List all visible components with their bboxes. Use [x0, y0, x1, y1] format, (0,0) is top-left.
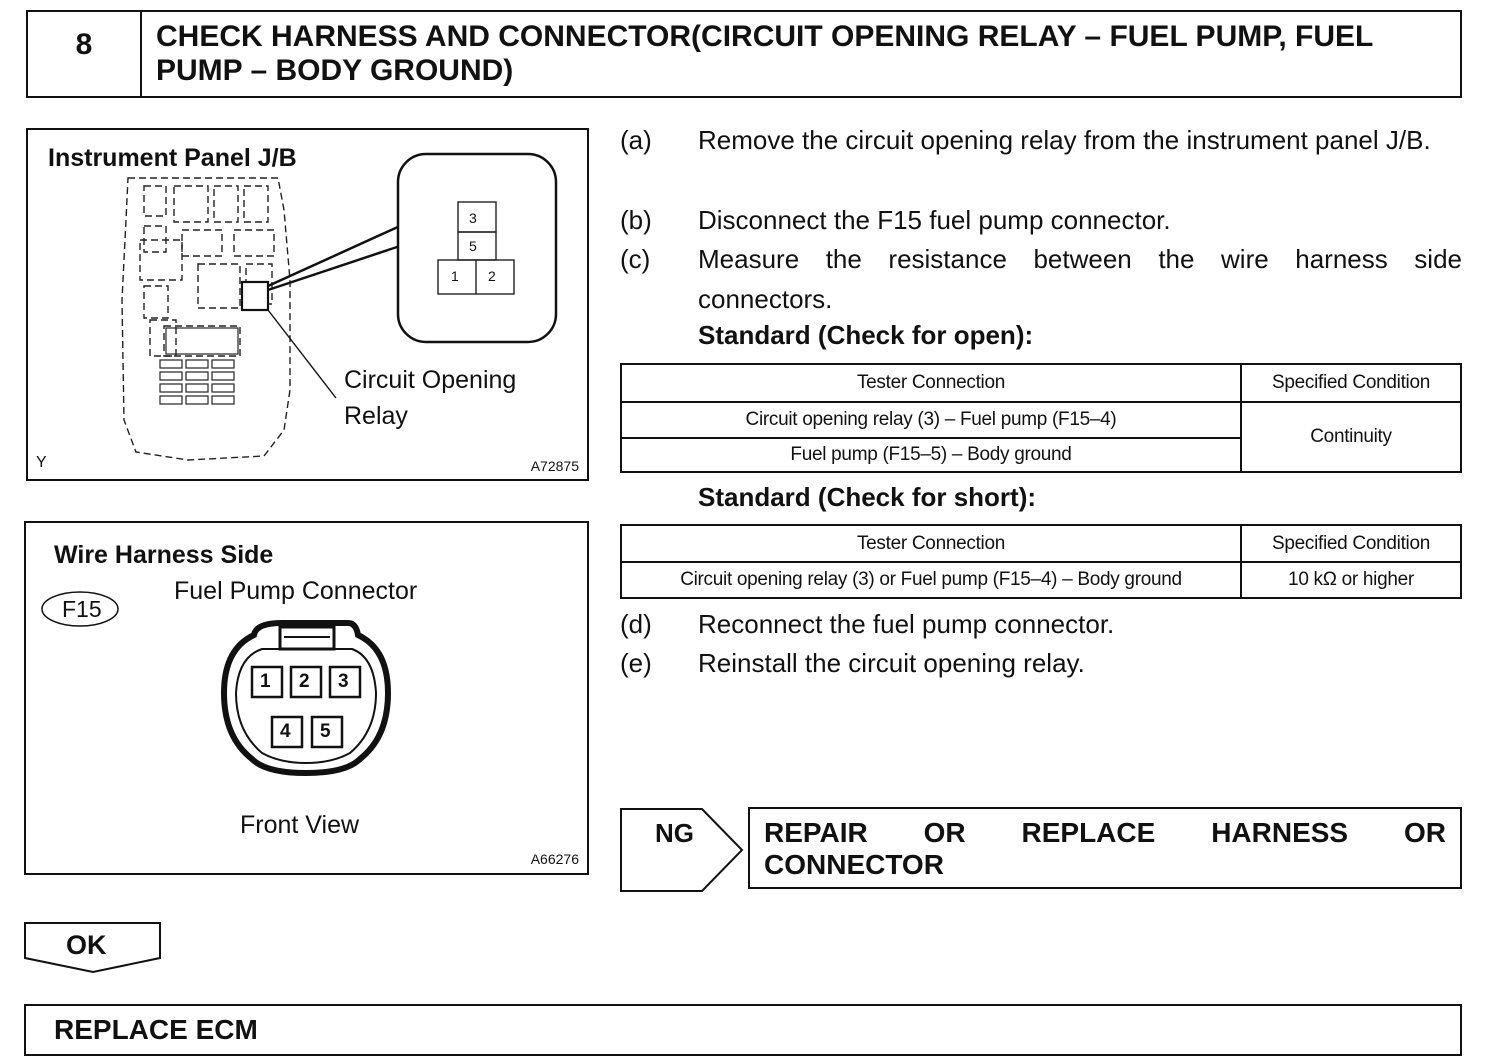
open-condition: Continuity: [1241, 402, 1461, 472]
step-d-text: Reconnect the fuel pump connector.: [698, 609, 1115, 639]
short-col-connection: Tester Connection: [621, 525, 1241, 562]
pin-2: 2: [299, 671, 310, 692]
relay-zoom-bubble: [398, 154, 556, 342]
connector-name: Fuel Pump Connector: [174, 577, 418, 605]
step-number: 8: [28, 12, 142, 96]
figure-instrument-panel-jb: [26, 128, 589, 481]
step-b-text: Disconnect the F15 fuel pump connector.: [698, 205, 1171, 235]
relay-terminal-3: 3: [469, 210, 477, 226]
step-a: [620, 120, 1462, 200]
step-d: [620, 604, 1462, 644]
ng-line2: CONNECTOR: [764, 849, 944, 880]
replace-ecm-label: REPLACE ECM: [54, 1014, 258, 1045]
pin-1: 1: [260, 671, 271, 692]
front-view-label: Front View: [240, 811, 360, 839]
relay-slot: [242, 282, 268, 310]
step-b: [620, 200, 1462, 240]
replace-ecm-box: [24, 1004, 1462, 1056]
ok-label: OK: [66, 930, 107, 960]
relay-terminal-1: 1: [451, 268, 459, 284]
open-col-condition: Specified Condition: [1241, 364, 1461, 402]
standard-open-table: [620, 363, 1462, 473]
relay-terminal-5: 5: [469, 238, 477, 254]
relay-terminal-2: 2: [488, 268, 496, 284]
ng-word-2: OR: [923, 817, 966, 848]
figure-wire-harness-side: [24, 521, 589, 875]
ng-result-text: [764, 817, 1446, 881]
step-c: [620, 239, 1462, 319]
ng-label: NG: [655, 818, 694, 848]
ng-word-5: OR: [1404, 817, 1446, 848]
ng-word-3: REPLACE: [1021, 817, 1156, 848]
figure1-title: Instrument Panel J/B: [48, 144, 297, 172]
connector-id: F15: [62, 596, 102, 622]
standard-short-table: [620, 524, 1462, 599]
ng-word-1: REPAIR: [764, 817, 868, 848]
standard-short-heading: Standard (Check for short):: [698, 482, 1037, 512]
figure2-code: A66276: [530, 851, 579, 867]
short-row1-connection: Circuit opening relay (3) or Fuel pump (F15–4) – Body ground: [621, 562, 1241, 598]
ng-word-4: HARNESS: [1211, 817, 1349, 848]
step-a-letter: (a): [620, 125, 652, 155]
step-title: CHECK HARNESS AND CONNECTOR(CIRCUIT OPENING RELAY – FUEL PUMP, FUEL PUMP – BODY GROUND): [156, 20, 1373, 87]
short-condition: 10 kΩ or higher: [1241, 562, 1461, 598]
junction-block-diagram: [28, 130, 587, 479]
callout-line1: Circuit Opening: [344, 366, 517, 394]
step-b-letter: (b): [620, 205, 652, 235]
step-c-text: Measure the resistance between the wire harness side connectors.: [698, 244, 1462, 314]
figure1-corner-letter: Y: [36, 454, 47, 471]
open-row1-connection: Circuit opening relay (3) – Fuel pump (F15–4): [621, 402, 1241, 438]
step-header: [26, 10, 1462, 98]
figure2-title: Wire Harness Side: [54, 541, 274, 569]
step-d-letter: (d): [620, 609, 652, 639]
step-e: [620, 643, 1462, 683]
step-c-letter: (c): [620, 244, 651, 274]
figure1-code: A72875: [530, 458, 579, 474]
pin-4: 4: [280, 721, 291, 742]
standard-open-heading: Standard (Check for open):: [698, 320, 1034, 350]
short-col-condition: Specified Condition: [1241, 525, 1461, 562]
pin-5: 5: [320, 721, 331, 742]
step-e-letter: (e): [620, 648, 652, 678]
open-row2-connection: Fuel pump (F15–5) – Body ground: [621, 438, 1241, 472]
step-e-text: Reinstall the circuit opening relay.: [698, 648, 1085, 678]
pin-3: 3: [338, 671, 349, 692]
step-a-text: Remove the circuit opening relay from the instrument panel J/B.: [698, 125, 1431, 155]
ng-result-box: [748, 807, 1462, 889]
callout-line2: Relay: [344, 402, 408, 430]
open-col-connection: Tester Connection: [621, 364, 1241, 402]
